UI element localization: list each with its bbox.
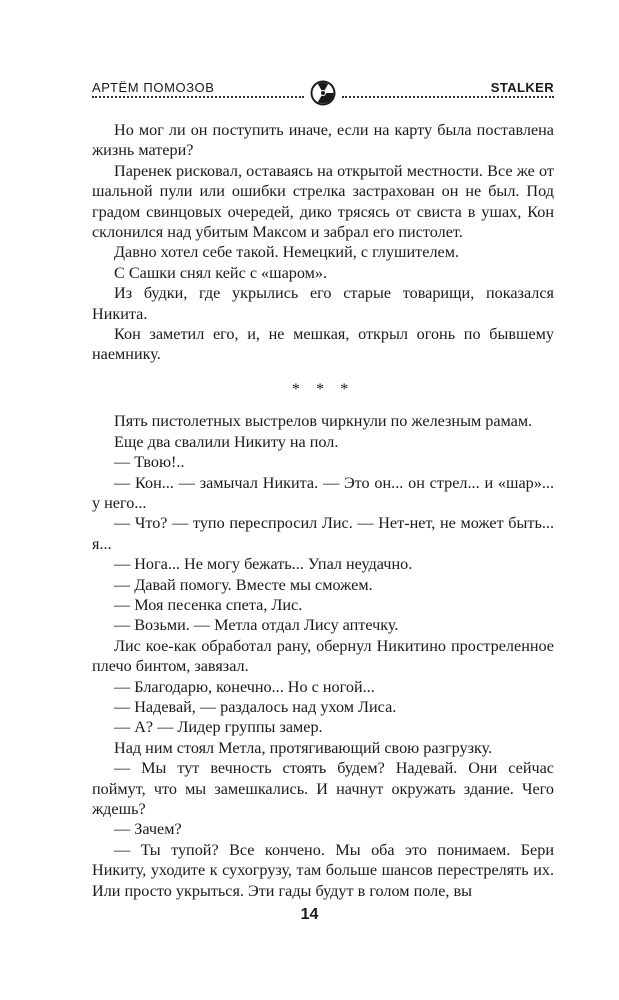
running-header	[92, 76, 554, 104]
paragraph: — Что? — тупо переспросил Лис. — Нет-нет, не может быть... я...	[92, 514, 554, 553]
paragraph: Паренек рисковал, оставаясь на открытой местности. Все же от шальной пули или ошибки стрелка застрахован он не был. Под градом свинцовых очередей, дико трясясь от свиста в ушах, Кон склонился над убитым Максом и забрал его пистолет.	[92, 161, 554, 242]
paragraph: — Моя песенка спета, Лис.	[114, 595, 303, 614]
paragraph: — Ты тупой? Все кончено. Мы оба это понимаем. Бери Никиту, уходите к сухогрузу, там больше шансов перестрелять их. Или просто укрыться. Эти гады будут в голом поле, вы	[92, 840, 554, 900]
paragraph: — Нога... Не могу бежать... Упал неудачно.	[114, 555, 413, 574]
header-author: АРТЁМ ПОМОЗОВ	[92, 80, 215, 95]
page-number: 14	[300, 906, 319, 923]
paragraph: — Благодарю, конечно... Но с ногой...	[114, 677, 375, 696]
paragraph: — Зачем?	[114, 820, 182, 839]
paragraph: Пять пистолетных выстрелов чиркнули по железным рамам.	[114, 412, 533, 431]
paragraph: Кон заметил его, и, не мешкая, открыл огонь по бывшему наемнику.	[92, 325, 554, 364]
body-text	[92, 120, 554, 901]
paragraph: — Кон... — замычал Никита. — Это он... он стрел... и «шар»... у него...	[92, 473, 554, 512]
paragraph: Над ним стоял Метла, протягивающий свою разгрузку.	[114, 738, 493, 757]
radiation-hazard-icon	[309, 79, 337, 107]
paragraph: — А? — Лидер группы замер.	[114, 718, 323, 737]
paragraph: Давно хотел себе такой. Немецкий, с глушителем.	[114, 243, 459, 262]
paragraph: — Твою!..	[114, 453, 185, 472]
paragraph: Но мог ли он поступить иначе, если на карту была поставлена жизнь матери?	[92, 121, 554, 160]
paragraph: — Возьми. — Метла отдал Лису аптечку.	[114, 616, 399, 635]
paragraph: — Надевай, — раздалось над ухом Лиса.	[114, 697, 397, 716]
header-dotted-rule-right	[342, 96, 554, 98]
header-series-title: STALKER	[490, 80, 554, 95]
section-separator: * * *	[291, 379, 355, 398]
paragraph: Еще два свалили Никиту на пол.	[114, 432, 339, 451]
paragraph: — Давай помогу. Вместе мы сможем.	[114, 575, 373, 594]
paragraph: Из будки, где укрылись его старые товарищи, показался Никита.	[92, 284, 554, 323]
paragraph: Лис кое-как обработал рану, обернул Никитино простреленное плечо бинтом, завязал.	[92, 636, 554, 676]
paragraph: С Сашки снял кейс с «шаром».	[114, 263, 328, 282]
paragraph: — Мы тут вечность стоять будем? Надевай. Они сейчас поймут, что мы замешкались. И начнут окружать здание. Чего ждешь?	[92, 759, 554, 818]
header-dotted-rule-left	[92, 96, 304, 98]
